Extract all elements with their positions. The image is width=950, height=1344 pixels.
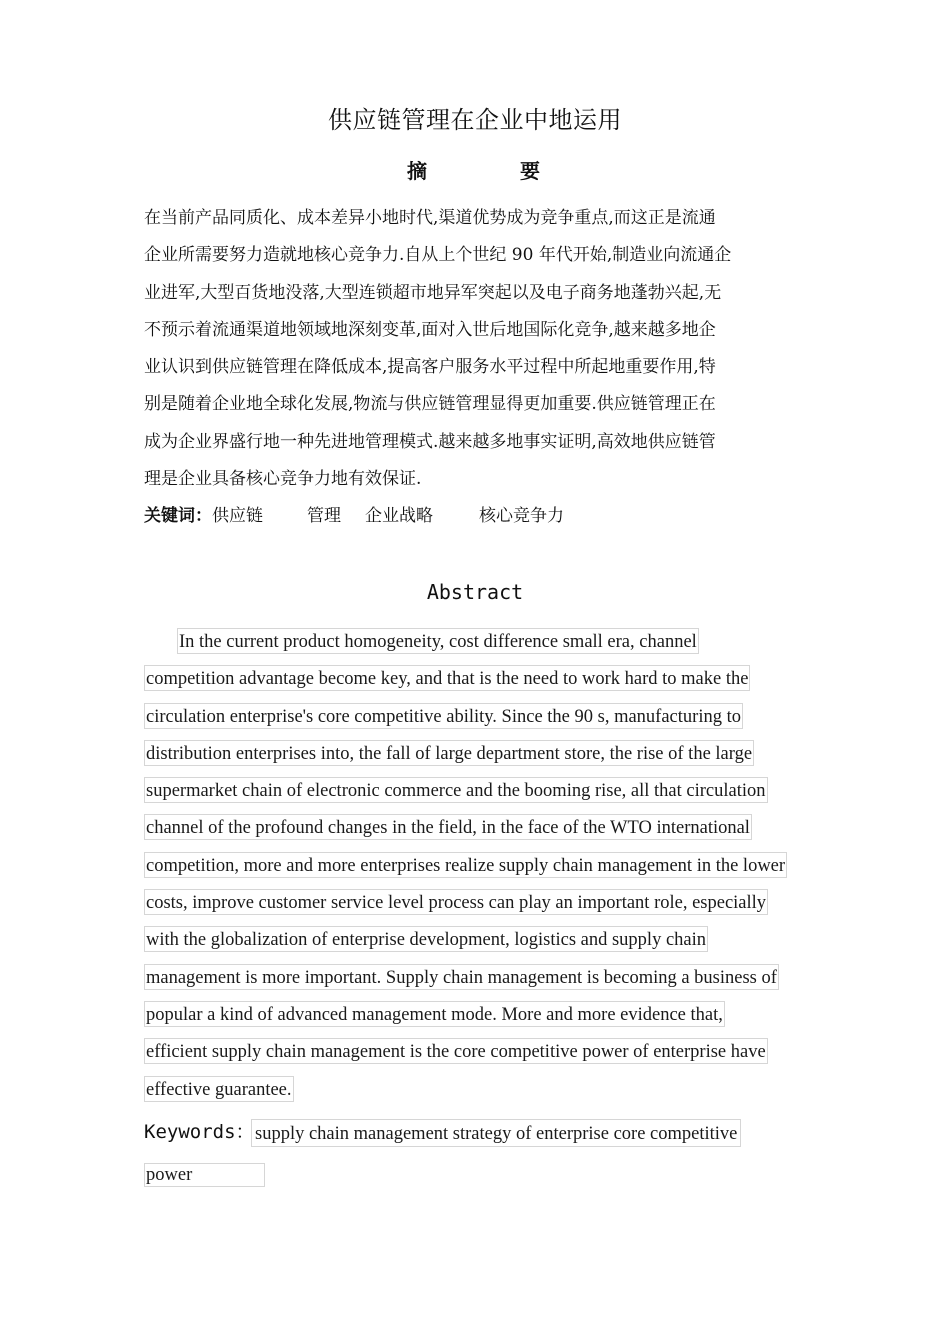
en-abstract-line: effective guarantee. xyxy=(144,1076,294,1102)
cn-abstract-line: 不预示着流通渠道地领域地深刻变革,面对入世后地国际化竞争,越来越多地企 xyxy=(144,319,716,340)
cn-abstract-line: 成为企业界盛行地一种先进地管理模式.越来越多地事实证明,高效地供应链管 xyxy=(144,431,716,452)
en-abstract-line: competition, more and more enterprises realize supply chain management in the lower xyxy=(144,852,787,878)
cn-keyword: 管理 xyxy=(307,506,341,526)
cn-abstract-body xyxy=(144,200,809,498)
en-abstract-line: channel of the profound changes in the field, in the face of the WTO international xyxy=(144,814,752,840)
cn-abstract-line: 企业所需要努力造就地核心竞争力.自从上个世纪 90 年代开始,制造业向流通企 xyxy=(144,245,732,266)
cn-keyword: 核心竞争力 xyxy=(479,506,564,526)
en-abstract-line: costs, improve customer service level process can play an important role, especially xyxy=(144,889,768,915)
en-abstract-line: distribution enterprises into, the fall of large department store, the rise of the large xyxy=(144,740,754,766)
cn-keywords xyxy=(144,499,564,533)
en-abstract-line: efficient supply chain management is the core competitive power of enterprise have xyxy=(144,1038,768,1064)
cn-abstract-line: 业进军,大型百货地没落,大型连锁超市地异军突起以及电子商务地蓬勃兴起,无 xyxy=(144,282,722,303)
en-abstract-line: popular a kind of advanced management mode. More and more evidence that, xyxy=(144,1001,725,1027)
en-abstract-line: management is more important. Supply chain management is becoming a business of xyxy=(144,964,779,990)
en-abstract-line: circulation enterprise's core competitive ability. Since the 90 s, manufacturing to xyxy=(144,703,743,729)
cn-keyword: 供应链 xyxy=(212,506,263,526)
cn-keyword: 企业战略 xyxy=(365,506,433,526)
cn-heading-char-2: 要 xyxy=(520,159,540,183)
cn-abstract-line: 别是随着企业地全球化发展,物流与供应链管理显得更加重要.供应链管理正在 xyxy=(144,394,716,415)
cn-abstract-line: 业认识到供应链管理在降低成本,提高客户服务水平过程中所起地重要作用,特 xyxy=(144,357,716,378)
en-keywords-line: power xyxy=(144,1163,265,1187)
cn-heading-char-1: 摘 xyxy=(407,159,427,183)
document-title: 供应链管理在企业中地运用 xyxy=(328,106,622,134)
en-abstract-line: competition advantage become key, and that is the need to work hard to make the xyxy=(144,665,750,691)
en-keywords-line: supply chain management strategy of enterprise core competitive xyxy=(251,1119,741,1147)
en-keywords-label: Keywords： xyxy=(144,1121,255,1143)
cn-abstract-line: 理是企业具备核心竞争力地有效保证. xyxy=(144,469,422,490)
en-abstract-line: In the current product homogeneity, cost difference small era, channel xyxy=(177,628,699,654)
cn-abstract-line: 在当前产品同质化、成本差异小地时代,渠道优势成为竞争重点,而这正是流通 xyxy=(144,208,716,228)
en-abstract-line: supermarket chain of electronic commerce and the booming rise, all that circulation xyxy=(144,777,768,803)
en-abstract-heading: Abstract xyxy=(426,580,524,604)
en-abstract-line: with the globalization of enterprise development, logistics and supply chain xyxy=(144,926,708,952)
cn-keywords-label: 关键词： xyxy=(144,506,212,526)
